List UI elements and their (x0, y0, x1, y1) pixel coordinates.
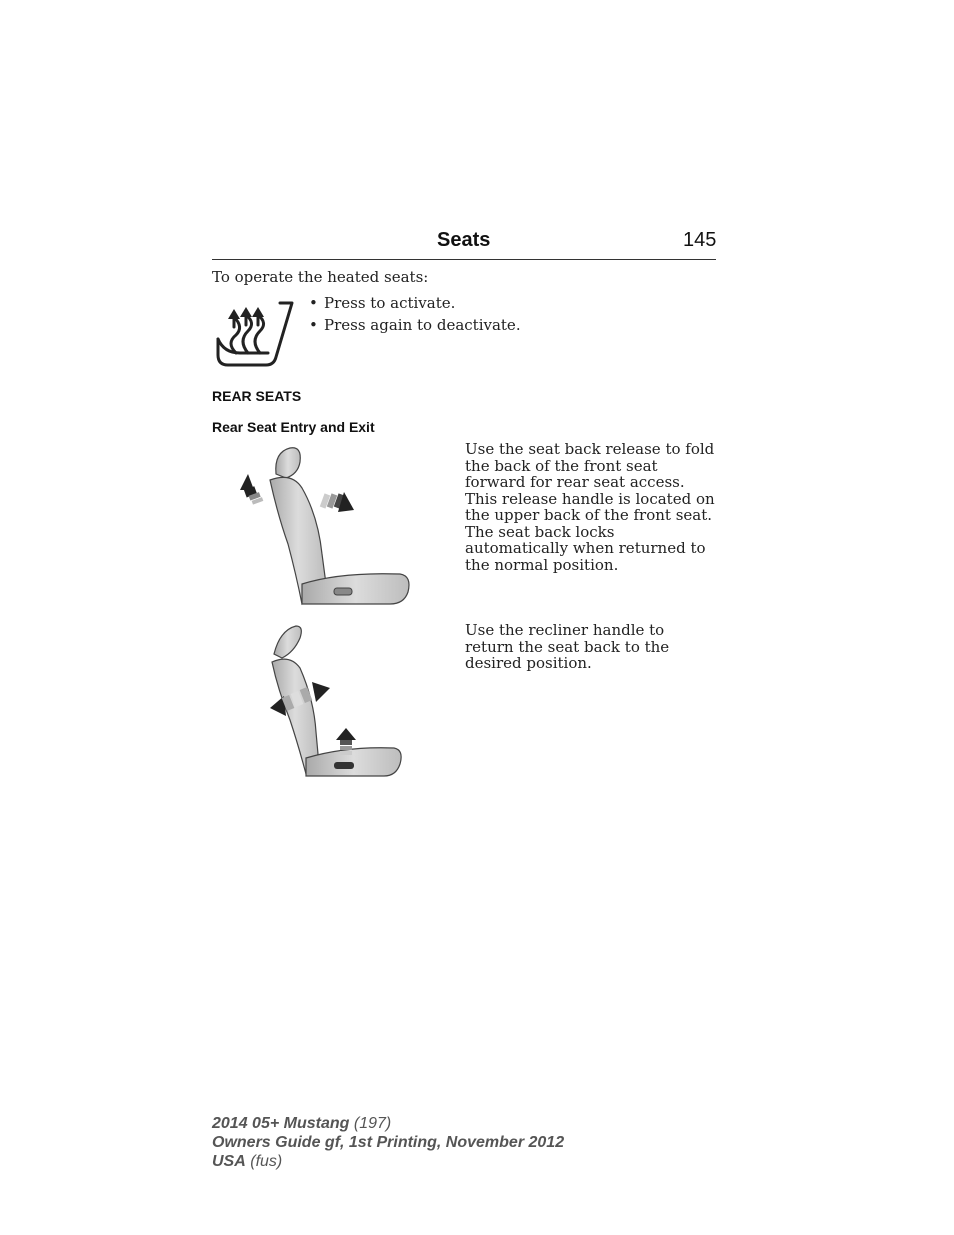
footer-edition: Owners Guide gf, 1st Printing, November 2012 (212, 1134, 565, 1151)
list-item: • Press to activate. (309, 292, 521, 314)
heated-seat-icon (214, 297, 294, 369)
footer-model: 2014 05+ Mustang (212, 1115, 350, 1132)
document-footer (212, 1114, 564, 1171)
page-number: 145 (683, 229, 717, 251)
header-divider (212, 259, 716, 260)
footer-market: USA (212, 1153, 246, 1170)
seat-recliner-icon (258, 624, 408, 782)
page-section-title: Seats (437, 229, 491, 251)
recliner-paragraph: Use the recliner handle to return the seat back to the desired position. (465, 621, 670, 672)
heated-seat-steps (309, 292, 521, 336)
footer-market-code: (fus) (250, 1153, 283, 1170)
subsection-heading: Rear Seat Entry and Exit (212, 419, 375, 435)
footer-model-code: (197) (353, 1115, 392, 1132)
intro-text: To operate the heated seats: (212, 268, 429, 286)
seat-back-release-icon (230, 444, 415, 609)
list-item: • Press again to deactivate. (309, 314, 521, 336)
seat-release-paragraph: Use the seat back release to fold the back of the front seat forward for rear seat access. This release handle is located on the upper back of the front seat. The seat back locks automatically when returned to the normal position. (465, 440, 715, 574)
section-heading: REAR SEATS (212, 388, 302, 404)
